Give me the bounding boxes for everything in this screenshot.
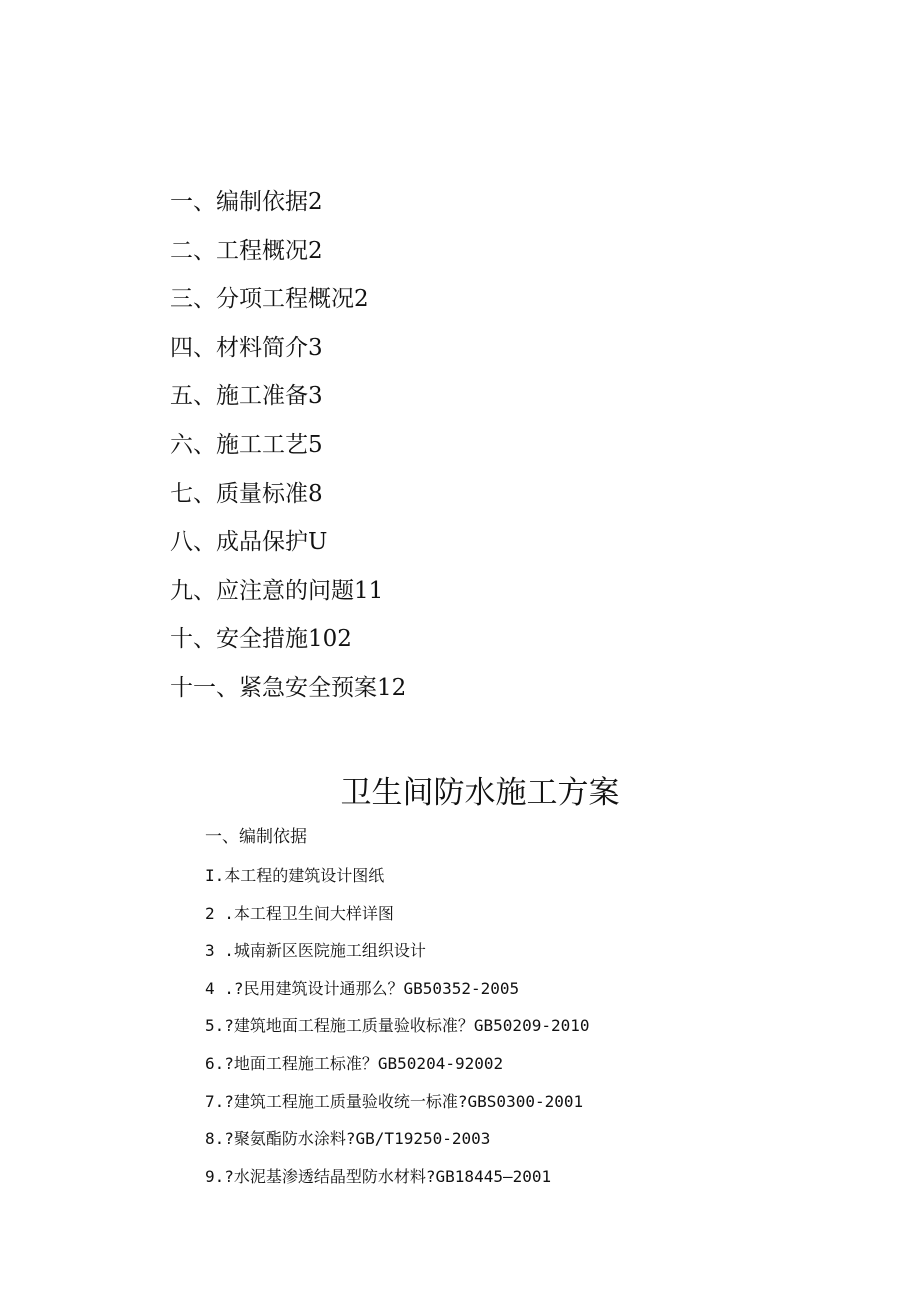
reference-list	[205, 865, 590, 1203]
toc-item: 一、编制依据2	[170, 189, 323, 215]
reference-item: 5.?建筑地面工程施工质量验收标准？GB50209-2010	[205, 1016, 590, 1036]
toc-item: 六、施工工艺5	[170, 431, 323, 458]
reference-item: 4 .?民用建筑设计通那么？GB50352-2005	[205, 978, 520, 998]
toc-item: 五、施工准备3	[170, 383, 323, 410]
reference-item: 2 .本工程卫生间大样详图	[205, 903, 394, 923]
toc-item: 十一、紧急安全预案12	[170, 674, 407, 701]
toc-item: 九、应注意的问题11	[170, 577, 384, 604]
document-title: 卫生间防水施工方案	[340, 775, 620, 811]
toc-item: 八、成品保护U	[170, 529, 328, 556]
reference-item: 6.?地面工程施工标准？GB50204-92002	[205, 1053, 504, 1073]
reference-item: 7.?建筑工程施工质量验收统一标准?GBS0300-2001	[205, 1091, 584, 1111]
section-heading: 一、编制依据	[205, 827, 307, 847]
toc-item: 四、材料简介3	[170, 334, 323, 361]
table-of-contents	[170, 190, 406, 725]
reference-item: 9.?水泥基渗透结晶型防水材料?GB18445—2001	[205, 1166, 552, 1186]
toc-item: 三、分项工程概况2	[170, 286, 369, 313]
toc-item: 十、安全措施102	[170, 626, 352, 653]
reference-item: I.本工程的建筑设计图纸	[205, 866, 385, 885]
reference-item: 8.?聚氨酯防水涂料?GB/T19250-2003	[205, 1129, 491, 1149]
toc-item: 七、质量标准8	[170, 480, 323, 507]
toc-item: 二、工程概况2	[170, 237, 323, 264]
reference-item: 3 .城南新区医院施工组织设计	[205, 941, 426, 961]
